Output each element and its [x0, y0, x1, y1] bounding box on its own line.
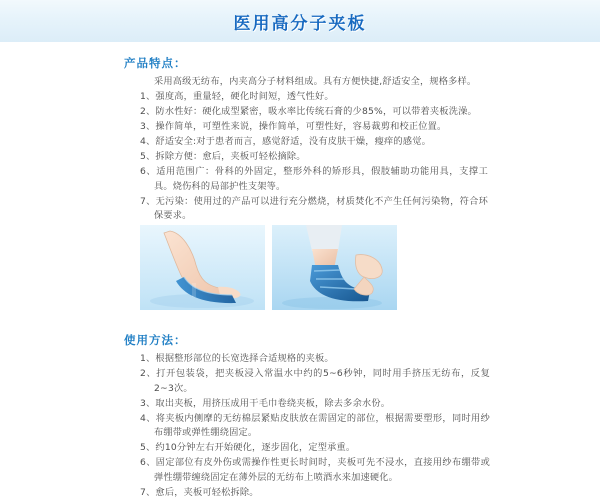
paragraph: 2、打开包装袋，把夹板浸入常温水中约的5~6秒钟，同时用手挤压无纺布，反复2~3次。 — [140, 368, 490, 394]
section-body-features — [140, 75, 488, 224]
paragraph: 4、将夹板内侧摩的无纺棉层紧贴皮肤放在需固定的部位，根据需要塑形，同时用纱布绷带或弹性绷绕固定。 — [140, 412, 490, 438]
section-heading-instructions: 使用方法： — [124, 333, 187, 347]
leg-splint-illustration-left — [140, 225, 265, 310]
paragraph: 2、防水性好：硬化成型紧密，吸水率比传统石膏的少85%，可以带着夹板洗澡。 — [140, 106, 477, 117]
paragraph: 6、适用范围广：骨科的外固定，整形外科的矫形具，假肢辅助功能用具，支撑工具。烧伤科的局部护性支架等。 — [140, 166, 488, 192]
paragraph: 3、操作简单，可塑性来说，操作简单，可塑性好，容易裁剪和校正位置。 — [140, 121, 447, 132]
paragraph: 1、强度高，重量轻，硬化时间短，透气性好。 — [140, 91, 334, 102]
paragraph: 1、根据整形部位的长宽选择合适规格的夹板。 — [140, 353, 334, 364]
section-heading-features: 产品特点： — [124, 56, 187, 70]
paragraph: 5、拆除方便：愈后，夹板可轻松摘除。 — [140, 151, 306, 162]
document-content — [0, 42, 600, 498]
paragraph: 4、舒适安全:对于患者而言，感觉舒适，没有皮肤干燥，瘦痒的感觉。 — [140, 136, 431, 147]
page-title: 医用高分子夹板 — [233, 14, 367, 34]
product-photo-row — [140, 225, 400, 310]
paragraph: 7、无污染：使用过的产品可以进行充分燃烧，材质焚化不产生任何污染物，符合环保要求。 — [140, 195, 488, 221]
leg-splint-photo-left — [140, 225, 265, 310]
paragraph: 3、取出夹板，用挤压成用干毛巾卷绕夹板，除去多余水份。 — [140, 397, 391, 409]
paragraph: 7、愈后，夹板可轻松拆除。 — [140, 486, 259, 498]
paragraph: 6、固定部位有皮外伤或需操作性更长时间时，夹板可先不浸水，直接用纱布绷带或弹性绷带缠绕固定在薄外层的无纺布上喷酒水来加速硬化。 — [140, 457, 490, 483]
title-banner — [0, 0, 600, 43]
paragraph: 5、约10分钟左右开始硬化，逐步固化，定型承重。 — [140, 442, 356, 453]
leg-splint-illustration-right — [272, 225, 397, 310]
section-body-instructions — [140, 352, 490, 501]
leg-splint-photo-right — [272, 225, 397, 310]
paragraph: 采用高级无纺布，内夹高分子材料组成。具有方便快捷,舒适安全，规格多样。 — [154, 76, 477, 87]
